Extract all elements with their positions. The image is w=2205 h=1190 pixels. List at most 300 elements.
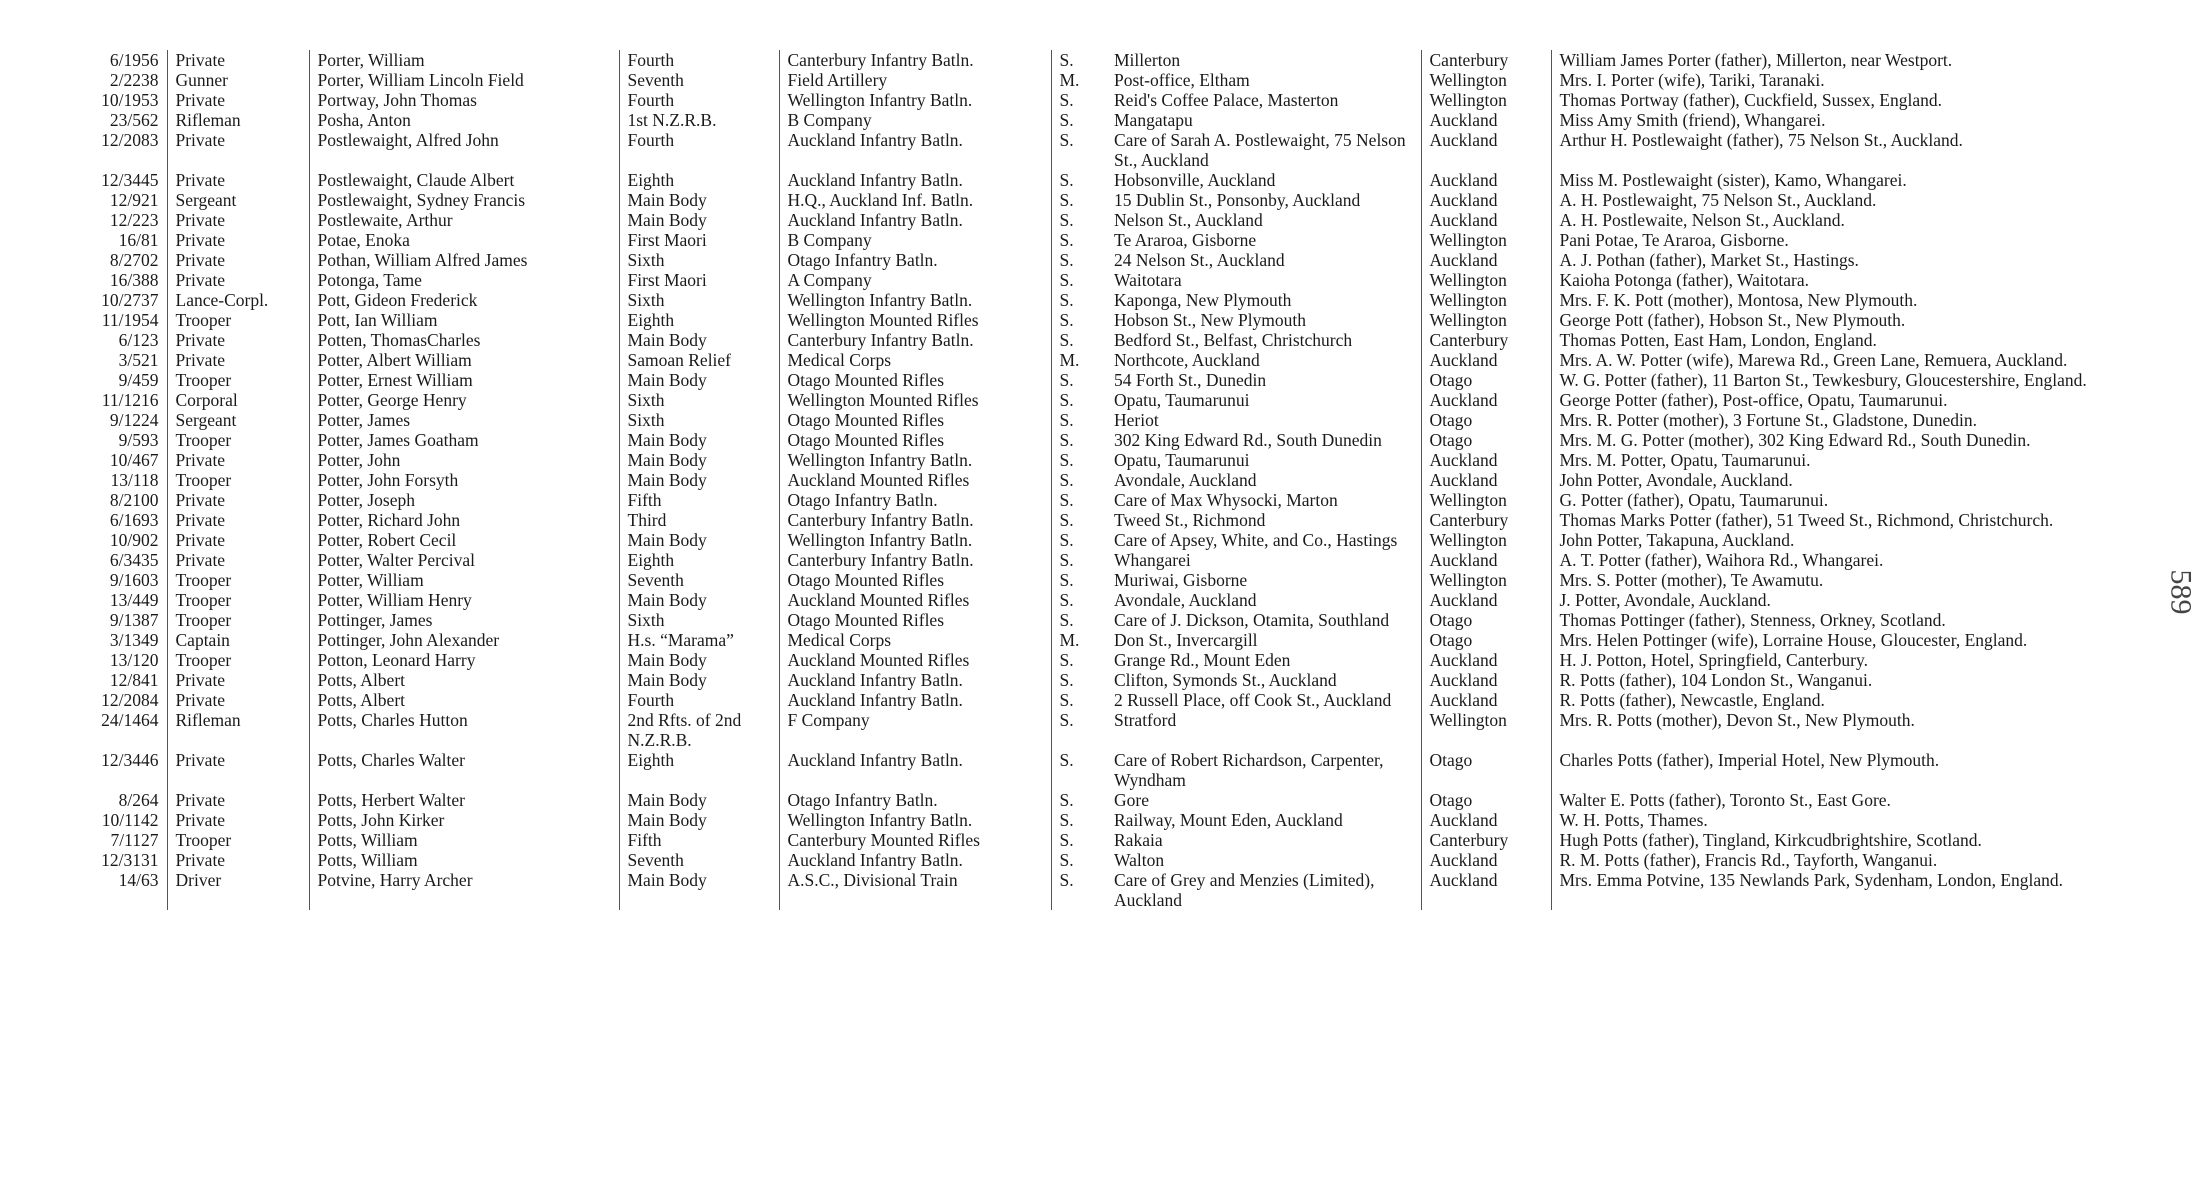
next-of-kin: Thomas Portway (father), Cuckfield, Sussex, England. xyxy=(1551,90,2142,110)
table-row xyxy=(72,690,2142,710)
corps: Wellington Infantry Batln. xyxy=(779,450,1051,470)
last-address: Opatu, Taumarunui xyxy=(1114,450,1250,470)
rank: Private xyxy=(167,530,309,550)
table-row xyxy=(72,110,2142,130)
rank: Trooper xyxy=(167,570,309,590)
next-of-kin: W. G. Potter (father), 11 Barton St., Tewkesbury, Gloucestershire, England. xyxy=(1551,370,2142,390)
draft-unit: Fifth xyxy=(619,830,779,850)
rank: Private xyxy=(167,50,309,70)
table-row xyxy=(72,810,2142,830)
soldier-name: Postlewaight, Claude Albert xyxy=(309,170,619,190)
last-address: 54 Forth St., Dunedin xyxy=(1114,370,1267,390)
draft-unit: Main Body xyxy=(619,790,779,810)
draft-unit: Seventh xyxy=(619,850,779,870)
last-address: Stratford xyxy=(1114,710,1177,730)
soldier-name: Posha, Anton xyxy=(309,110,619,130)
corps: Medical Corps xyxy=(779,350,1051,370)
marital-status: S. xyxy=(1051,290,1106,310)
military-district: Auckland xyxy=(1421,130,1551,170)
table-row xyxy=(72,190,2142,210)
corps: Wellington Infantry Batln. xyxy=(779,810,1051,830)
marital-status: S. xyxy=(1051,250,1106,270)
table-row xyxy=(72,490,2142,510)
military-district: Otago xyxy=(1421,750,1551,790)
next-of-kin: Walter E. Potts (father), Toronto St., East Gore. xyxy=(1551,790,2142,810)
corps: Medical Corps xyxy=(779,630,1051,650)
last-address: Opatu, Taumarunui xyxy=(1114,390,1250,410)
marital-status: S. xyxy=(1051,670,1106,690)
military-district: Wellington xyxy=(1421,570,1551,590)
corps: H.Q., Auckland Inf. Batln. xyxy=(779,190,1051,210)
table-row xyxy=(72,410,2142,430)
next-of-kin: Mrs. Emma Potvine, 135 Newlands Park, Sydenham, London, England. xyxy=(1551,870,2142,910)
rank: Sergeant xyxy=(167,410,309,430)
last-address: Heriot xyxy=(1114,410,1159,430)
regimental-number: 8/2702 xyxy=(109,250,159,270)
last-address: Railway, Mount Eden, Auckland xyxy=(1114,810,1343,830)
next-of-kin: H. J. Potton, Hotel, Springfield, Canterbury. xyxy=(1551,650,2142,670)
last-address: Avondale, Auckland xyxy=(1114,470,1257,490)
draft-unit: Eighth xyxy=(619,170,779,190)
soldier-name: Potten, ThomasCharles xyxy=(309,330,619,350)
rank: Private xyxy=(167,450,309,470)
military-district: Auckland xyxy=(1421,670,1551,690)
next-of-kin: Mrs. R. Potter (mother), 3 Fortune St., Gladstone, Dunedin. xyxy=(1551,410,2142,430)
draft-unit: Main Body xyxy=(619,870,779,910)
next-of-kin: R. Potts (father), 104 London St., Wanganui. xyxy=(1551,670,2142,690)
regimental-number: 12/3445 xyxy=(101,170,159,190)
next-of-kin: Mrs. A. W. Potter (wife), Marewa Rd., Green Lane, Remuera, Auckland. xyxy=(1551,350,2142,370)
table-row xyxy=(72,530,2142,550)
page-number: 589 xyxy=(2164,569,2198,615)
regimental-number: 16/81 xyxy=(118,230,159,250)
regimental-number: 12/841 xyxy=(109,670,159,690)
soldier-name: Potter, Walter Percival xyxy=(309,550,619,570)
last-address: Clifton, Symonds St., Auckland xyxy=(1114,670,1337,690)
last-address: Tweed St., Richmond xyxy=(1114,510,1266,530)
next-of-kin: John Potter, Takapuna, Auckland. xyxy=(1551,530,2142,550)
last-address: Care of Sarah A. Postlewaight, 75 Nelson St., Auckland xyxy=(1114,130,1406,170)
marital-status: S. xyxy=(1051,590,1106,610)
table-row xyxy=(72,790,2142,810)
table-row xyxy=(72,210,2142,230)
draft-unit: Seventh xyxy=(619,70,779,90)
corps: Otago Mounted Rifles xyxy=(779,410,1051,430)
marital-status: S. xyxy=(1051,530,1106,550)
rank: Private xyxy=(167,250,309,270)
last-address: Hobsonville, Auckland xyxy=(1114,170,1276,190)
last-address: Whangarei xyxy=(1114,550,1191,570)
regimental-number: 6/1693 xyxy=(109,510,159,530)
corps: A.S.C., Divisional Train xyxy=(779,870,1051,910)
regimental-number: 6/3435 xyxy=(109,550,159,570)
regimental-number: 12/3131 xyxy=(101,850,159,870)
marital-status: M. xyxy=(1051,630,1106,650)
rank: Corporal xyxy=(167,390,309,410)
next-of-kin: Mrs. R. Potts (mother), Devon St., New Plymouth. xyxy=(1551,710,2142,750)
military-district: Auckland xyxy=(1421,550,1551,570)
corps: B Company xyxy=(779,110,1051,130)
next-of-kin: A. T. Potter (father), Waihora Rd., Whangarei. xyxy=(1551,550,2142,570)
soldier-name: Potton, Leonard Harry xyxy=(309,650,619,670)
marital-status: S. xyxy=(1051,610,1106,630)
soldier-name: Potts, Albert xyxy=(309,670,619,690)
regimental-number: 10/1953 xyxy=(101,90,159,110)
soldier-name: Potter, John xyxy=(309,450,619,470)
table-row xyxy=(72,710,2142,750)
rank: Private xyxy=(167,210,309,230)
rank: Trooper xyxy=(167,430,309,450)
roll-rows xyxy=(72,50,2142,910)
military-district: Otago xyxy=(1421,630,1551,650)
next-of-kin: Mrs. I. Porter (wife), Tariki, Taranaki. xyxy=(1551,70,2142,90)
soldier-name: Potts, Albert xyxy=(309,690,619,710)
table-row xyxy=(72,70,2142,90)
regimental-number: 10/2737 xyxy=(101,290,159,310)
military-district: Auckland xyxy=(1421,650,1551,670)
rank: Trooper xyxy=(167,830,309,850)
rank: Private xyxy=(167,90,309,110)
corps: Otago Mounted Rifles xyxy=(779,370,1051,390)
regimental-number: 10/1142 xyxy=(101,810,159,830)
next-of-kin: A. J. Pothan (father), Market St., Hastings. xyxy=(1551,250,2142,270)
marital-status: S. xyxy=(1051,550,1106,570)
rank: Private xyxy=(167,750,309,790)
military-district: Auckland xyxy=(1421,850,1551,870)
regimental-number: 23/562 xyxy=(109,110,159,130)
last-address: Walton xyxy=(1114,850,1165,870)
marital-status: S. xyxy=(1051,850,1106,870)
rank: Private xyxy=(167,230,309,250)
military-district: Auckland xyxy=(1421,470,1551,490)
draft-unit: First Maori xyxy=(619,230,779,250)
table-row xyxy=(72,310,2142,330)
rank: Private xyxy=(167,790,309,810)
regimental-number: 14/63 xyxy=(118,870,159,890)
draft-unit: Seventh xyxy=(619,570,779,590)
regimental-number: 12/3446 xyxy=(101,750,159,770)
regimental-number: 9/1387 xyxy=(109,610,159,630)
corps: A Company xyxy=(779,270,1051,290)
table-row xyxy=(72,290,2142,310)
soldier-name: Potae, Enoka xyxy=(309,230,619,250)
marital-status: S. xyxy=(1051,170,1106,190)
marital-status: M. xyxy=(1051,70,1106,90)
regimental-number: 3/1349 xyxy=(109,630,159,650)
soldier-name: Potter, George Henry xyxy=(309,390,619,410)
rank: Sergeant xyxy=(167,190,309,210)
marital-status: S. xyxy=(1051,470,1106,490)
last-address: Nelson St., Auckland xyxy=(1114,210,1263,230)
corps: Auckland Infantry Batln. xyxy=(779,670,1051,690)
draft-unit: Main Body xyxy=(619,210,779,230)
next-of-kin: Mrs. M. Potter, Opatu, Taumarunui. xyxy=(1551,450,2142,470)
regimental-number: 7/1127 xyxy=(110,830,159,850)
marital-status: S. xyxy=(1051,370,1106,390)
marital-status: M. xyxy=(1051,350,1106,370)
soldier-name: Potter, William xyxy=(309,570,619,590)
corps: Auckland Mounted Rifles xyxy=(779,650,1051,670)
table-row xyxy=(72,390,2142,410)
last-address: Post-office, Eltham xyxy=(1114,70,1250,90)
draft-unit: Main Body xyxy=(619,470,779,490)
military-district: Wellington xyxy=(1421,310,1551,330)
soldier-name: Porter, William xyxy=(309,50,619,70)
last-address: Don St., Invercargill xyxy=(1114,630,1258,650)
military-district: Auckland xyxy=(1421,450,1551,470)
military-district: Canterbury xyxy=(1421,50,1551,70)
next-of-kin: John Potter, Avondale, Auckland. xyxy=(1551,470,2142,490)
draft-unit: Main Body xyxy=(619,530,779,550)
next-of-kin: G. Potter (father), Opatu, Taumarunui. xyxy=(1551,490,2142,510)
rank: Private xyxy=(167,170,309,190)
military-district: Auckland xyxy=(1421,110,1551,130)
soldier-name: Potts, Herbert Walter xyxy=(309,790,619,810)
table-row xyxy=(72,430,2142,450)
table-row xyxy=(72,590,2142,610)
last-address: Northcote, Auckland xyxy=(1114,350,1260,370)
marital-status: S. xyxy=(1051,570,1106,590)
marital-status: S. xyxy=(1051,50,1106,70)
last-address: Reid's Coffee Palace, Masterton xyxy=(1114,90,1339,110)
last-address: Rakaia xyxy=(1114,830,1163,850)
soldier-name: Potter, James xyxy=(309,410,619,430)
corps: Wellington Infantry Batln. xyxy=(779,90,1051,110)
draft-unit: Sixth xyxy=(619,390,779,410)
roll-page xyxy=(72,50,2142,910)
table-row xyxy=(72,750,2142,790)
military-district: Auckland xyxy=(1421,170,1551,190)
regimental-number: 13/118 xyxy=(110,470,159,490)
draft-unit: Main Body xyxy=(619,190,779,210)
table-row xyxy=(72,350,2142,370)
last-address: 24 Nelson St., Auckland xyxy=(1114,250,1285,270)
rank: Trooper xyxy=(167,610,309,630)
corps: Otago Mounted Rifles xyxy=(779,610,1051,630)
table-row xyxy=(72,230,2142,250)
last-address: Te Araroa, Gisborne xyxy=(1114,230,1257,250)
table-row xyxy=(72,630,2142,650)
marital-status: S. xyxy=(1051,710,1106,750)
marital-status: S. xyxy=(1051,430,1106,450)
rank: Trooper xyxy=(167,310,309,330)
rank: Trooper xyxy=(167,370,309,390)
corps: Auckland Mounted Rifles xyxy=(779,470,1051,490)
next-of-kin: Thomas Potten, East Ham, London, England. xyxy=(1551,330,2142,350)
draft-unit: Main Body xyxy=(619,810,779,830)
last-address: Waitotara xyxy=(1114,270,1182,290)
soldier-name: Porter, William Lincoln Field xyxy=(309,70,619,90)
draft-unit: Sixth xyxy=(619,410,779,430)
soldier-name: Potter, Robert Cecil xyxy=(309,530,619,550)
rank: Private xyxy=(167,350,309,370)
marital-status: S. xyxy=(1051,130,1106,170)
last-address: Millerton xyxy=(1114,50,1181,70)
marital-status: S. xyxy=(1051,230,1106,250)
soldier-name: Potts, Charles Walter xyxy=(309,750,619,790)
marital-status: S. xyxy=(1051,330,1106,350)
draft-unit: Sixth xyxy=(619,290,779,310)
next-of-kin: W. H. Potts, Thames. xyxy=(1551,810,2142,830)
regimental-number: 9/1224 xyxy=(109,410,159,430)
regimental-number: 3/521 xyxy=(118,350,159,370)
table-row xyxy=(72,570,2142,590)
table-row xyxy=(72,270,2142,290)
regimental-number: 8/2100 xyxy=(109,490,159,510)
table-row xyxy=(72,50,2142,70)
rank: Lance-Corpl. xyxy=(167,290,309,310)
soldier-name: Potts, Charles Hutton xyxy=(309,710,619,750)
next-of-kin: Miss Amy Smith (friend), Whangarei. xyxy=(1551,110,2142,130)
soldier-name: Pothan, William Alfred James xyxy=(309,250,619,270)
last-address: 15 Dublin St., Ponsonby, Auckland xyxy=(1114,190,1361,210)
table-row xyxy=(72,610,2142,630)
last-address: Mangatapu xyxy=(1114,110,1193,130)
last-address: 302 King Edward Rd., South Dunedin xyxy=(1114,430,1382,450)
table-row xyxy=(72,130,2142,170)
soldier-name: Pott, Gideon Frederick xyxy=(309,290,619,310)
last-address: Kaponga, New Plymouth xyxy=(1114,290,1292,310)
military-district: Otago xyxy=(1421,610,1551,630)
next-of-kin: William James Porter (father), Millerton, near Westport. xyxy=(1551,50,2142,70)
draft-unit: Fourth xyxy=(619,50,779,70)
draft-unit: 2nd Rfts. of 2nd N.Z.R.B. xyxy=(619,710,779,750)
regimental-number: 16/388 xyxy=(109,270,159,290)
rank: Rifleman xyxy=(167,710,309,750)
marital-status: S. xyxy=(1051,490,1106,510)
military-district: Auckland xyxy=(1421,870,1551,910)
regimental-number: 13/120 xyxy=(109,650,159,670)
military-district: Otago xyxy=(1421,370,1551,390)
marital-status: S. xyxy=(1051,210,1106,230)
table-row xyxy=(72,90,2142,110)
soldier-name: Pott, Ian William xyxy=(309,310,619,330)
draft-unit: Fourth xyxy=(619,690,779,710)
military-district: Wellington xyxy=(1421,490,1551,510)
regimental-number: 8/264 xyxy=(118,790,159,810)
marital-status: S. xyxy=(1051,830,1106,850)
corps: Auckland Infantry Batln. xyxy=(779,210,1051,230)
next-of-kin: Mrs. Helen Pottinger (wife), Lorraine House, Gloucester, England. xyxy=(1551,630,2142,650)
next-of-kin: Hugh Potts (father), Tingland, Kirkcudbrightshire, Scotland. xyxy=(1551,830,2142,850)
last-address: Care of Grey and Menzies (Limited), Auckland xyxy=(1114,870,1375,910)
draft-unit: Fourth xyxy=(619,90,779,110)
marital-status: S. xyxy=(1051,750,1106,790)
corps: F Company xyxy=(779,710,1051,750)
table-row xyxy=(72,450,2142,470)
marital-status: S. xyxy=(1051,510,1106,530)
corps: Otago Infantry Batln. xyxy=(779,790,1051,810)
soldier-name: Potter, James Goatham xyxy=(309,430,619,450)
regimental-number: 2/2238 xyxy=(109,70,159,90)
table-row xyxy=(72,850,2142,870)
corps: Wellington Mounted Rifles xyxy=(779,310,1051,330)
table-row xyxy=(72,830,2142,850)
soldier-name: Potter, John Forsyth xyxy=(309,470,619,490)
soldier-name: Postlewaite, Arthur xyxy=(309,210,619,230)
last-address: Gore xyxy=(1114,790,1149,810)
next-of-kin: R. Potts (father), Newcastle, England. xyxy=(1551,690,2142,710)
draft-unit: H.s. “Marama” xyxy=(619,630,779,650)
marital-status: S. xyxy=(1051,690,1106,710)
regimental-number: 9/459 xyxy=(118,370,159,390)
next-of-kin: A. H. Postlewaight, 75 Nelson St., Auckland. xyxy=(1551,190,2142,210)
table-row xyxy=(72,650,2142,670)
table-row xyxy=(72,870,2142,910)
rank: Private xyxy=(167,330,309,350)
marital-status: S. xyxy=(1051,650,1106,670)
soldier-name: Portway, John Thomas xyxy=(309,90,619,110)
soldier-name: Potter, Ernest William xyxy=(309,370,619,390)
military-district: Otago xyxy=(1421,410,1551,430)
marital-status: S. xyxy=(1051,390,1106,410)
next-of-kin: George Pott (father), Hobson St., New Plymouth. xyxy=(1551,310,2142,330)
last-address: Avondale, Auckland xyxy=(1114,590,1257,610)
rank: Private xyxy=(167,510,309,530)
next-of-kin: Miss M. Postlewaight (sister), Kamo, Whangarei. xyxy=(1551,170,2142,190)
corps: Canterbury Infantry Batln. xyxy=(779,50,1051,70)
draft-unit: Samoan Relief xyxy=(619,350,779,370)
soldier-name: Potvine, Harry Archer xyxy=(309,870,619,910)
corps: Wellington Infantry Batln. xyxy=(779,530,1051,550)
draft-unit: Sixth xyxy=(619,610,779,630)
last-address: Care of Robert Richardson, Carpenter, Wyndham xyxy=(1114,750,1384,790)
next-of-kin: Pani Potae, Te Araroa, Gisborne. xyxy=(1551,230,2142,250)
marital-status: S. xyxy=(1051,450,1106,470)
regimental-number: 13/449 xyxy=(109,590,159,610)
regimental-number: 12/921 xyxy=(109,190,159,210)
marital-status: S. xyxy=(1051,270,1106,290)
last-address: Care of Max Whysocki, Marton xyxy=(1114,490,1338,510)
military-district: Auckland xyxy=(1421,590,1551,610)
marital-status: S. xyxy=(1051,870,1106,910)
rank: Private xyxy=(167,490,309,510)
military-district: Auckland xyxy=(1421,390,1551,410)
marital-status: S. xyxy=(1051,90,1106,110)
rank: Trooper xyxy=(167,470,309,490)
next-of-kin: A. H. Postlewaite, Nelson St., Auckland. xyxy=(1551,210,2142,230)
soldier-name: Potts, John Kirker xyxy=(309,810,619,830)
corps: Auckland Mounted Rifles xyxy=(779,590,1051,610)
next-of-kin: Arthur H. Postlewaight (father), 75 Nelson St., Auckland. xyxy=(1551,130,2142,170)
military-district: Auckland xyxy=(1421,250,1551,270)
draft-unit: Main Body xyxy=(619,330,779,350)
regimental-number: 12/2084 xyxy=(101,690,159,710)
regimental-number: 10/902 xyxy=(109,530,159,550)
corps: Otago Mounted Rifles xyxy=(779,430,1051,450)
table-row xyxy=(72,670,2142,690)
military-district: Wellington xyxy=(1421,90,1551,110)
military-district: Canterbury xyxy=(1421,510,1551,530)
corps: Auckland Infantry Batln. xyxy=(779,750,1051,790)
corps: Auckland Infantry Batln. xyxy=(779,690,1051,710)
regimental-number: 6/123 xyxy=(118,330,159,350)
marital-status: S. xyxy=(1051,310,1106,330)
rank: Private xyxy=(167,270,309,290)
military-district: Wellington xyxy=(1421,710,1551,750)
draft-unit: Main Body xyxy=(619,670,779,690)
regimental-number: 11/1216 xyxy=(101,390,159,410)
soldier-name: Potter, Albert William xyxy=(309,350,619,370)
draft-unit: Eighth xyxy=(619,750,779,790)
rank: Trooper xyxy=(167,590,309,610)
next-of-kin: Thomas Marks Potter (father), 51 Tweed St., Richmond, Christchurch. xyxy=(1551,510,2142,530)
military-district: Wellington xyxy=(1421,290,1551,310)
marital-status: S. xyxy=(1051,190,1106,210)
last-address: Bedford St., Belfast, Christchurch xyxy=(1114,330,1353,350)
military-district: Otago xyxy=(1421,790,1551,810)
regimental-number: 12/2083 xyxy=(101,130,159,150)
